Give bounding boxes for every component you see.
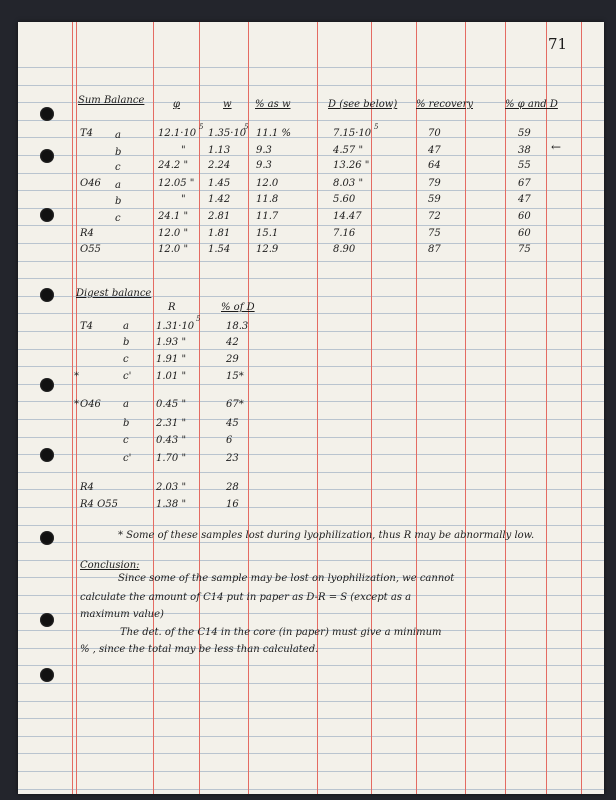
s1-header-w: w — [223, 99, 232, 110]
s1-d: 8.03 " — [333, 178, 364, 189]
ruled-line — [18, 261, 604, 262]
margin-line — [465, 22, 466, 794]
margin-line — [416, 22, 417, 794]
s1-d: 8.90 — [333, 244, 356, 255]
ruled-line — [18, 173, 604, 174]
ruled-line — [18, 454, 604, 455]
ruled-line — [18, 190, 604, 191]
s1-recovery: 72 — [428, 211, 441, 222]
margin-line — [248, 22, 249, 794]
ruled-line — [18, 419, 604, 420]
s2-r: 1.01 " — [156, 371, 187, 382]
s1-sample: O46 — [80, 178, 101, 189]
margin-line — [153, 22, 154, 794]
ruled-line — [18, 331, 604, 332]
ruled-line — [18, 85, 604, 86]
s1-w: 2.24 — [208, 160, 231, 171]
s2-subsample: c — [123, 435, 129, 446]
arrow-mark: ← — [551, 140, 562, 154]
punch-hole — [40, 208, 54, 222]
s1-phi: 24.2 " — [158, 160, 189, 171]
s1-header-recovery: % recovery — [416, 99, 473, 110]
s1-header-pct-phi-d: % φ and D — [505, 99, 558, 110]
s1-sample: R4 — [80, 228, 94, 239]
s1-recovery: 70 — [428, 128, 441, 139]
ruled-line — [18, 366, 604, 367]
s1-pct-phi-d: 60 — [518, 228, 531, 239]
s1-subsample: a — [115, 180, 121, 191]
ruled-line — [18, 384, 604, 385]
s2-pct-d: 18.3 — [226, 321, 249, 332]
ruled-line — [18, 349, 604, 350]
s1-phi: 12.0 " — [158, 244, 189, 255]
ruled-line — [18, 401, 604, 402]
punch-hole — [40, 149, 54, 163]
s1-header-pct-w: % as w — [255, 99, 291, 110]
ruled-line — [18, 225, 604, 226]
punch-hole — [40, 531, 54, 545]
ruled-line — [18, 489, 604, 490]
s1-pct-w: 11.1 % — [256, 128, 291, 139]
ruled-line — [18, 313, 604, 314]
punch-hole — [40, 613, 54, 627]
conclusion-title: Conclusion: — [80, 560, 140, 571]
s1-d: 5.60 — [333, 194, 356, 205]
s1-d: 4.57 " — [333, 145, 364, 156]
ruled-line — [18, 683, 604, 684]
conclusion-line-1: Since some of the sample may be lost on lyophilization, we cannot — [118, 573, 455, 584]
s2-r: 1.31·10 — [156, 321, 195, 332]
margin-line — [546, 22, 547, 794]
s1-sample: T4 — [80, 128, 94, 139]
s1-d: 13.26 " — [333, 160, 370, 171]
s2-header-pct-d: % of D — [221, 302, 255, 313]
s2-subsample: a — [123, 321, 129, 332]
ruled-line — [18, 542, 604, 543]
ruled-line — [18, 789, 604, 790]
s1-recovery: 87 — [428, 244, 441, 255]
notebook-page — [18, 22, 604, 794]
s2-pct-d: 15* — [226, 371, 244, 382]
s2-sample: R4 — [80, 482, 94, 493]
conclusion-line-2: calculate the amount of C14 put in paper as D-R = S (except as a — [80, 592, 412, 603]
s1-pct-phi-d: 67 — [518, 178, 531, 189]
s2-sample: O46 — [80, 399, 101, 410]
page-number: 71 — [548, 35, 568, 53]
s1-header-d: D (see below) — [328, 99, 398, 110]
s1-recovery: 75 — [428, 228, 441, 239]
s2-r: 1.91 " — [156, 354, 187, 365]
section1-title: Sum Balance — [78, 95, 145, 106]
s1-phi: " — [181, 145, 186, 156]
s1-phi: 24.1 " — [158, 211, 189, 222]
s1-w: 1.54 — [208, 244, 231, 255]
ruled-line — [18, 278, 604, 279]
s1-w: 1.35·10 — [208, 128, 247, 139]
ruled-line — [18, 208, 604, 209]
s1-recovery: 64 — [428, 160, 441, 171]
s1-pct-w: 11.7 — [256, 211, 279, 222]
s2-pct-d: 6 — [226, 435, 233, 446]
punch-hole — [40, 378, 54, 392]
s1-pct-phi-d: 55 — [518, 160, 531, 171]
ruled-line — [18, 67, 604, 68]
ruled-line — [18, 472, 604, 473]
ruled-line — [18, 243, 604, 244]
s1-recovery: 47 — [428, 145, 441, 156]
s2-r: 1.93 " — [156, 337, 187, 348]
s1-pct-w: 9.3 — [256, 160, 272, 171]
s1-phi: 12.05 " — [158, 178, 195, 189]
ruled-line — [18, 736, 604, 737]
ruled-line — [18, 155, 604, 156]
s1-header-phi: φ — [173, 99, 181, 110]
s2-subsample: b — [123, 418, 130, 429]
s2-pct-d: 67* — [226, 399, 244, 410]
s2-r: 2.31 " — [156, 418, 187, 429]
s1-subsample: b — [115, 147, 122, 158]
s2-subsample: c' — [123, 453, 132, 464]
s1-pct-phi-d: 38 — [518, 145, 531, 156]
punch-hole — [40, 288, 54, 302]
s2-pct-d: 28 — [226, 482, 239, 493]
s1-phi-exp: 5 — [199, 123, 204, 131]
margin-line — [317, 22, 318, 794]
s1-subsample: c — [115, 162, 121, 173]
s1-w-exp: 5 — [244, 123, 249, 131]
margin-line — [72, 22, 73, 794]
s2-pct-d: 29 — [226, 354, 239, 365]
s1-subsample: b — [115, 196, 122, 207]
punch-hole — [40, 107, 54, 121]
margin-line — [505, 22, 506, 794]
s1-phi: " — [181, 194, 186, 205]
s2-subsample: b — [123, 337, 130, 348]
punch-hole — [40, 668, 54, 682]
s1-pct-w: 9.3 — [256, 145, 272, 156]
footnote: * Some of these samples lost during lyophilization, thus R may be abnormally low. — [118, 530, 535, 541]
s2-r: 0.43 " — [156, 435, 187, 446]
s1-pct-w: 11.8 — [256, 194, 279, 205]
s1-pct-phi-d: 75 — [518, 244, 531, 255]
conclusion-line-4: The det. of the C14 in the core (in paper) must give a minimum — [120, 627, 442, 638]
ruled-line — [18, 771, 604, 772]
ruled-line — [18, 137, 604, 138]
s2-r: 2.03 " — [156, 482, 187, 493]
s2-sample: T4 — [80, 321, 94, 332]
ruled-line — [18, 718, 604, 719]
s1-w: 1.13 — [208, 145, 231, 156]
section2-title: Digest balance — [76, 288, 152, 299]
ruled-line — [18, 665, 604, 666]
s2-r-exp: 5 — [196, 315, 201, 323]
margin-line — [581, 22, 582, 794]
conclusion-line-5: % , since the total may be less than calculated. — [80, 644, 319, 655]
s2-header-r: R — [168, 302, 176, 313]
s1-subsample: c — [115, 213, 121, 224]
s2-r: 0.45 " — [156, 399, 187, 410]
s1-recovery: 59 — [428, 194, 441, 205]
s1-subsample: a — [115, 130, 121, 141]
s2-subsample: c — [123, 354, 129, 365]
ruled-line — [18, 525, 604, 526]
conclusion-line-3: maximum value) — [80, 609, 164, 620]
s2-asterisk: * — [74, 371, 79, 382]
s1-phi: 12.0 " — [158, 228, 189, 239]
s2-pct-d: 23 — [226, 453, 239, 464]
s1-w: 1.45 — [208, 178, 231, 189]
s1-pct-phi-d: 59 — [518, 128, 531, 139]
s2-r: 1.38 " — [156, 499, 187, 510]
punch-hole — [40, 448, 54, 462]
s1-pct-w: 12.0 — [256, 178, 279, 189]
s2-asterisk: * — [74, 399, 79, 410]
s1-w: 1.81 — [208, 228, 231, 239]
s1-pct-w: 15.1 — [256, 228, 279, 239]
s1-pct-phi-d: 47 — [518, 194, 531, 205]
s1-d: 7.15·10 — [333, 128, 372, 139]
s1-pct-w: 12.9 — [256, 244, 279, 255]
s1-sample: O55 — [80, 244, 101, 255]
ruled-line — [18, 701, 604, 702]
s1-d: 14.47 — [333, 211, 362, 222]
s1-d-exp: 5 — [374, 123, 379, 131]
ruled-line — [18, 753, 604, 754]
s2-pct-d: 16 — [226, 499, 239, 510]
ruled-line — [18, 437, 604, 438]
s1-w: 1.42 — [208, 194, 231, 205]
s2-sample: R4 O55 — [80, 499, 118, 510]
s2-pct-d: 45 — [226, 418, 239, 429]
s2-pct-d: 42 — [226, 337, 239, 348]
s1-pct-phi-d: 60 — [518, 211, 531, 222]
s2-subsample: c' — [123, 371, 132, 382]
s2-r: 1.70 " — [156, 453, 187, 464]
s2-subsample: a — [123, 399, 129, 410]
s1-recovery: 79 — [428, 178, 441, 189]
s1-w: 2.81 — [208, 211, 231, 222]
ruled-line — [18, 120, 604, 121]
s1-phi: 12.1·10 — [158, 128, 197, 139]
margin-line — [199, 22, 200, 794]
s1-d: 7.16 — [333, 228, 356, 239]
